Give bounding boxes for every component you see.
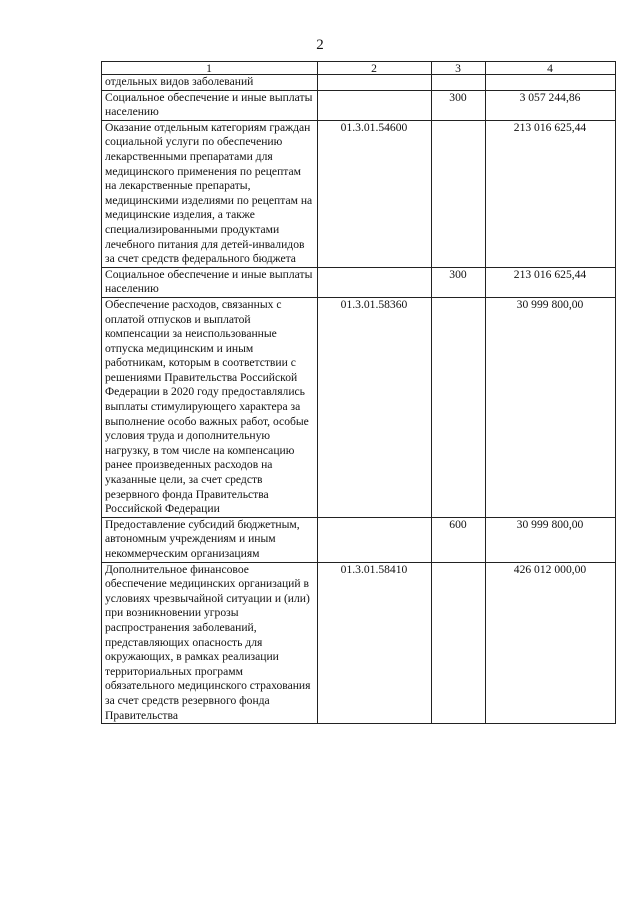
- row-type: [432, 120, 486, 267]
- header-col-3: 3: [432, 62, 486, 75]
- header-col-1: 1: [102, 62, 318, 75]
- row-name: Дополнительное финансовое обеспечение медицинских организаций в условиях чрезвычайной ситуации и (или) при возникновении угрозы распространения заболеваний, представляющих опасность для окружающих, в рамках реализации территориальных программ обязательного медицинского страхования за счет средств резервного фонда Правительства: [102, 562, 318, 724]
- row-type: [432, 297, 486, 517]
- row-amount: 213 016 625,44: [486, 120, 616, 267]
- table-header: [102, 62, 616, 75]
- table-row: [102, 517, 616, 562]
- row-amount: 426 012 000,00: [486, 562, 616, 724]
- table-row: [102, 562, 616, 724]
- table-body: [102, 75, 616, 724]
- row-code: [318, 517, 432, 562]
- row-amount: [486, 75, 616, 91]
- row-type: 600: [432, 517, 486, 562]
- table-row: [102, 120, 616, 267]
- table-row: [102, 297, 616, 517]
- row-type: 300: [432, 90, 486, 120]
- row-name: отдельных видов заболеваний: [102, 75, 318, 91]
- row-amount: 30 999 800,00: [486, 297, 616, 517]
- page-number: 2: [316, 37, 324, 53]
- header-row: [102, 62, 616, 75]
- row-name: Предоставление субсидий бюджетным, автономным учреждениям и иным некоммерческим организациям: [102, 517, 318, 562]
- row-code: 01.3.01.58410: [318, 562, 432, 724]
- row-name: Социальное обеспечение и иные выплаты населению: [102, 267, 318, 297]
- header-col-2: 2: [318, 62, 432, 75]
- table-row: [102, 75, 616, 91]
- row-amount: 30 999 800,00: [486, 517, 616, 562]
- header-col-4: 4: [486, 62, 616, 75]
- row-name: Социальное обеспечение и иные выплаты населению: [102, 90, 318, 120]
- row-code: 01.3.01.54600: [318, 120, 432, 267]
- row-amount: 213 016 625,44: [486, 267, 616, 297]
- budget-table: [101, 61, 616, 724]
- row-type: [432, 562, 486, 724]
- row-name: Обеспечение расходов, связанных с оплатой отпусков и выплатой компенсации за неиспользованные отпуска медицинским и иным работникам, которым в соответствии с решениями Правительства Российской Федерации в 2020 году предоставлялись выплаты стимулирующего характера за выполнение особо важных работ, особые условия труда и дополнительную нагрузку, в том числе на компенсацию ранее произведенных расходов на указанные цели, за счет средств резервного фонда Правительства Российской Федерации: [102, 297, 318, 517]
- table-row: [102, 267, 616, 297]
- row-type: 300: [432, 267, 486, 297]
- row-code: 01.3.01.58360: [318, 297, 432, 517]
- row-code: [318, 90, 432, 120]
- row-code: [318, 75, 432, 91]
- row-name: Оказание отдельным категориям граждан социальной услуги по обеспечению лекарственными препаратами для медицинского применения по рецептам на лекарственные препараты, медицинскими изделиями по рецептам на медицинские изделия, а также специализированными продуктами лечебного питания для детей-инвалидов за счет средств федерального бюджета: [102, 120, 318, 267]
- row-code: [318, 267, 432, 297]
- table-row: [102, 90, 616, 120]
- row-type: [432, 75, 486, 91]
- row-amount: 3 057 244,86: [486, 90, 616, 120]
